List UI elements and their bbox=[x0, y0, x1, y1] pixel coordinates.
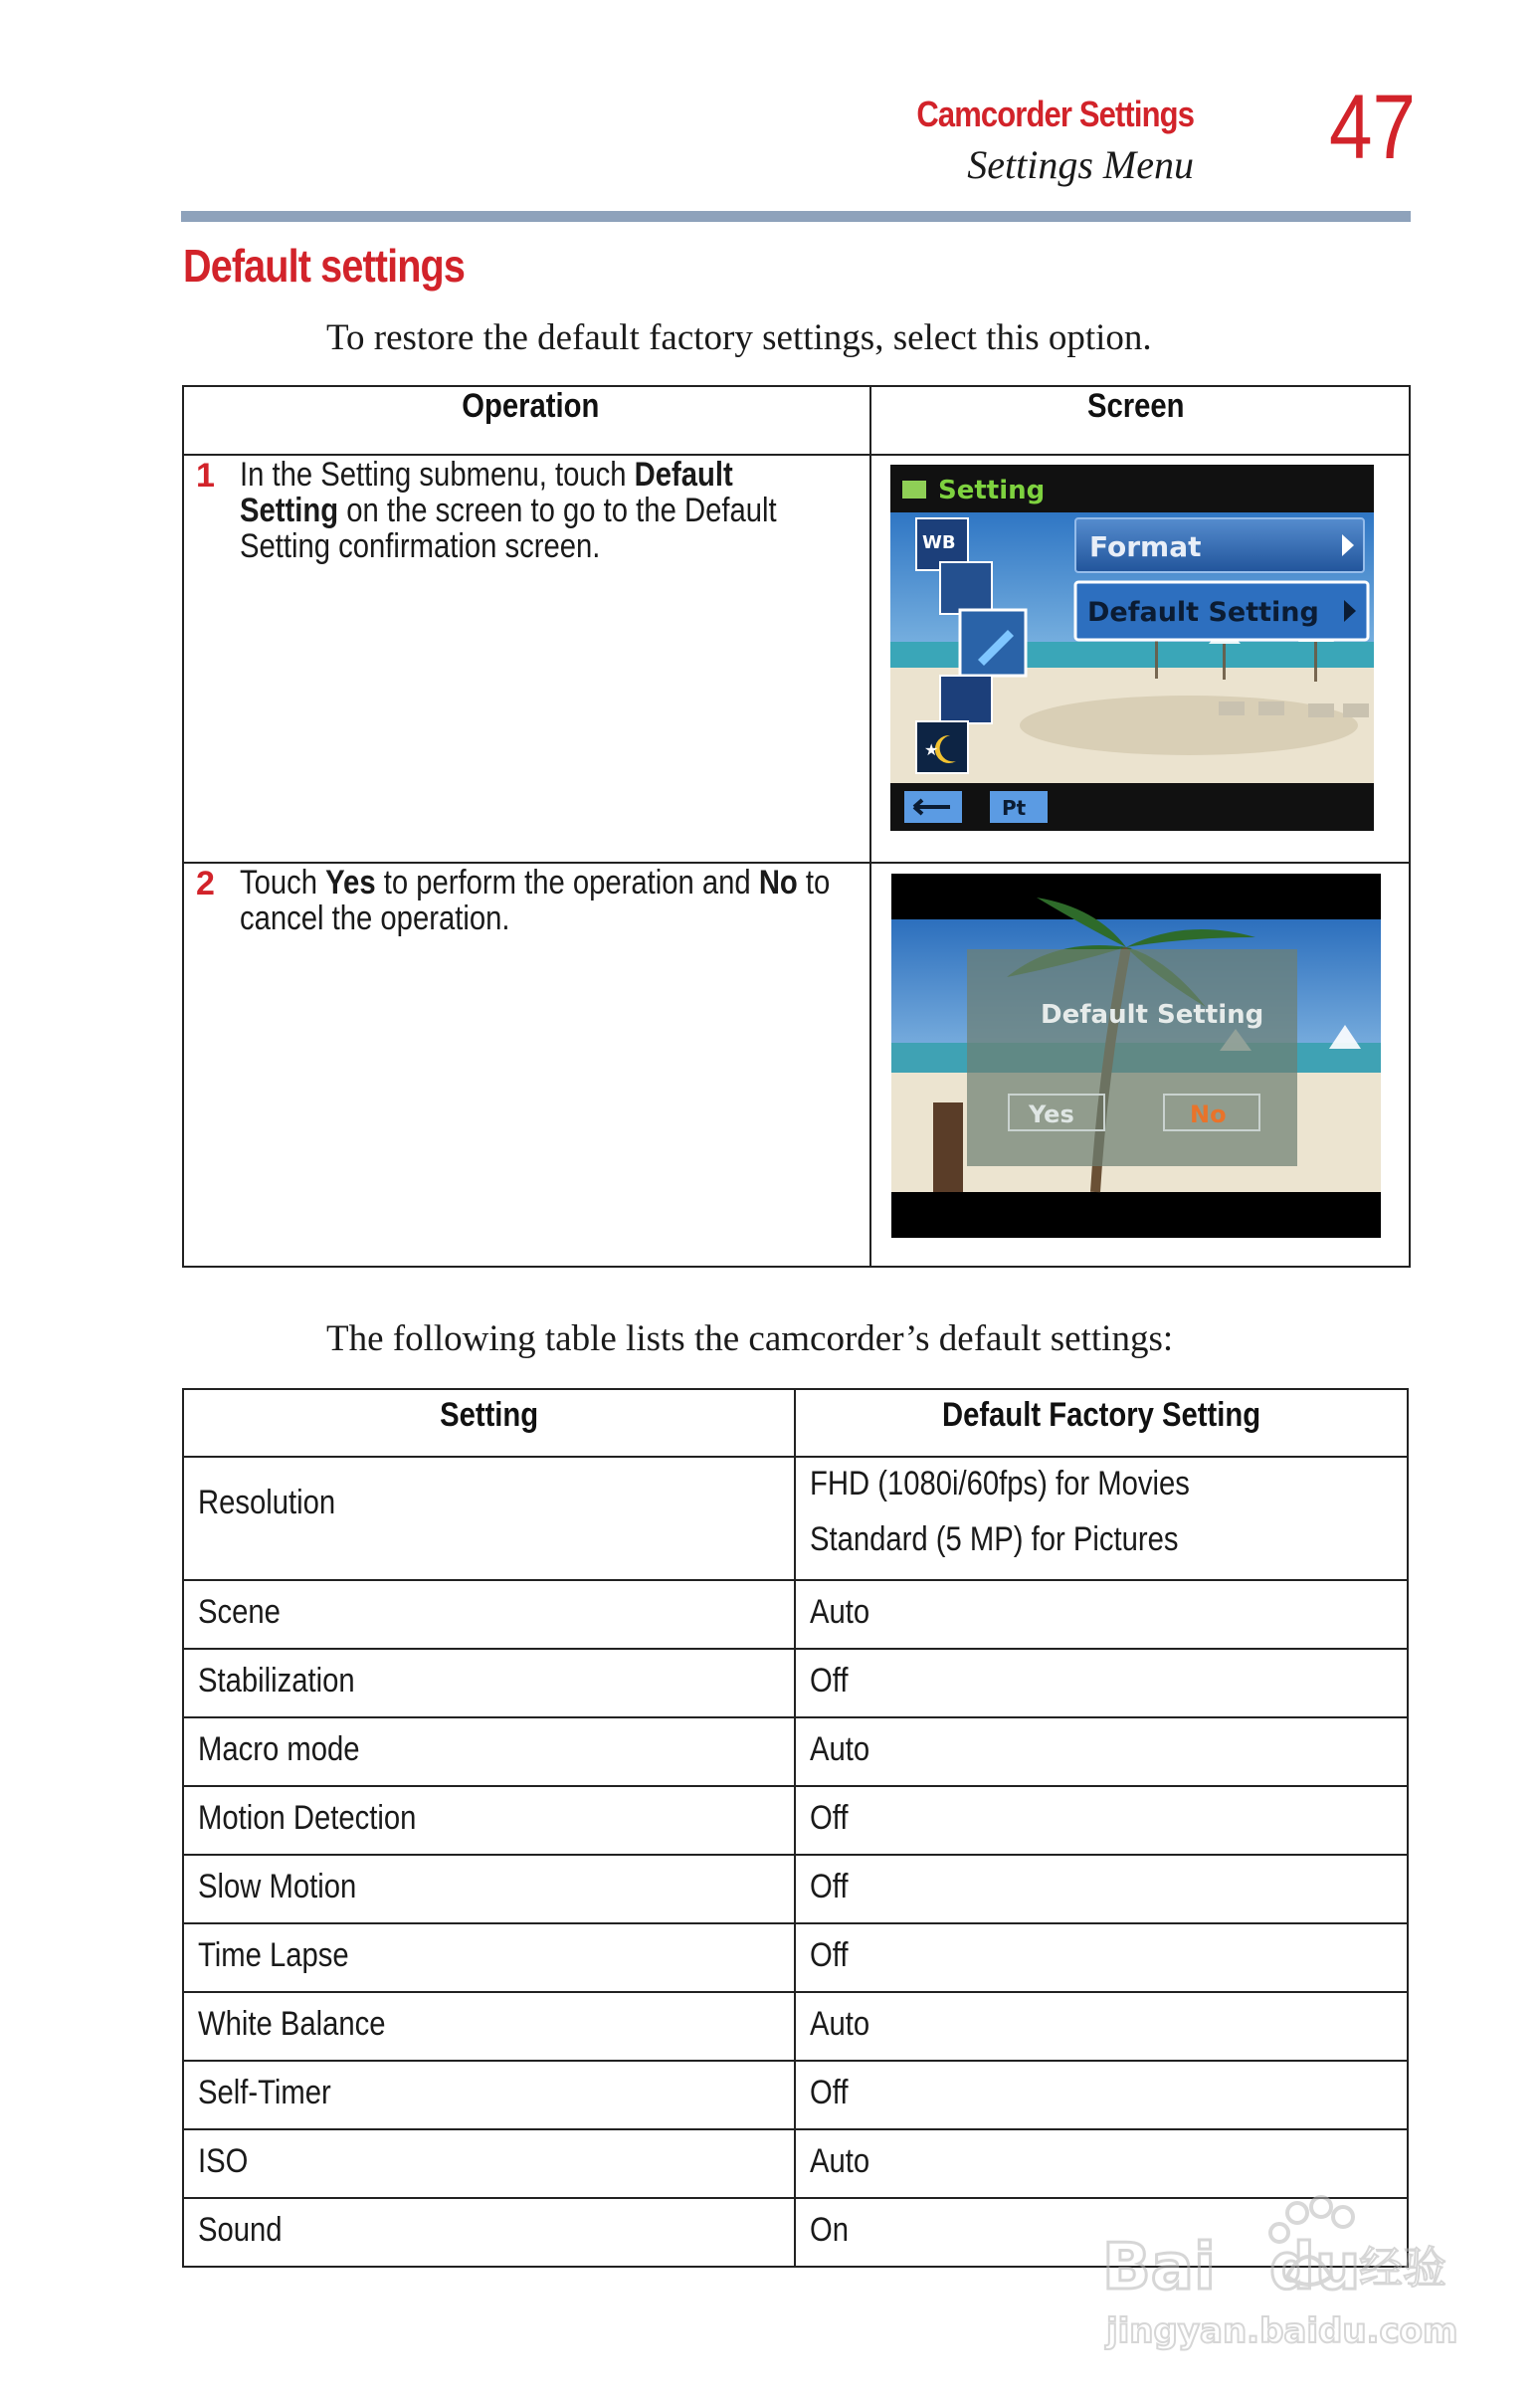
setting-cell bbox=[183, 1457, 795, 1580]
confirmation-graphic bbox=[891, 874, 1381, 1238]
dialog-title: Default Setting bbox=[1041, 1000, 1264, 1030]
setting-value: Auto bbox=[810, 1593, 870, 1631]
header-rule bbox=[181, 211, 1411, 222]
value-cell bbox=[795, 1786, 1408, 1855]
value-cell bbox=[795, 2061, 1408, 2129]
setting-cell bbox=[183, 2129, 795, 2198]
table-row bbox=[183, 1855, 1408, 1923]
baidu-watermark bbox=[1102, 2185, 1460, 2354]
running-header-subsection: Settings Menu bbox=[967, 142, 1194, 187]
setting-value: Off bbox=[810, 1868, 849, 1905]
step-text-part: to cancel the operation. bbox=[240, 864, 831, 937]
setting-name: Sound bbox=[198, 2211, 283, 2249]
table-row bbox=[183, 1457, 1408, 1580]
setting-cell bbox=[183, 1923, 795, 1992]
no-option: No bbox=[1190, 1100, 1227, 1128]
page-number: 47 bbox=[1329, 77, 1416, 178]
table-divider bbox=[869, 387, 871, 1266]
value-cell bbox=[795, 1855, 1408, 1923]
step-text bbox=[240, 865, 839, 936]
default-setting-confirmation-screenshot bbox=[891, 874, 1381, 1238]
setting-name: Resolution bbox=[198, 1484, 336, 1521]
table-row bbox=[183, 1580, 1408, 1649]
setting-name: ISO bbox=[198, 2142, 249, 2180]
step-text-part: to perform the operation and bbox=[375, 864, 759, 901]
running-header-section: Camcorder Settings bbox=[916, 94, 1194, 134]
setting-name: Stabilization bbox=[198, 1662, 355, 1700]
step-text-part: on the screen to go to the Default Setting confirmation screen. bbox=[240, 492, 777, 565]
menu-item-default-setting: Default Setting bbox=[1087, 597, 1319, 628]
step-text-part: Touch bbox=[240, 864, 326, 901]
setting-value: Auto bbox=[810, 1730, 870, 1768]
setting-name: Slow Motion bbox=[198, 1868, 357, 1905]
setting-cell bbox=[183, 1649, 795, 1717]
table-row bbox=[183, 2061, 1408, 2129]
value-cell bbox=[795, 1923, 1408, 1992]
step-text bbox=[240, 457, 839, 564]
column-header-screen: Screen bbox=[1086, 387, 1185, 425]
value-cell bbox=[795, 1649, 1408, 1717]
menu-item-format: Format bbox=[1089, 530, 1202, 563]
setting-name: Scene bbox=[198, 1593, 281, 1631]
setting-value: Auto bbox=[810, 2142, 870, 2180]
setting-value: Off bbox=[810, 1662, 849, 1700]
table-row bbox=[183, 1923, 1408, 1992]
default-settings-table bbox=[182, 1388, 1409, 2268]
section-title: Default settings bbox=[183, 240, 465, 292]
column-header-setting bbox=[183, 1389, 795, 1457]
step-number: 1 bbox=[196, 457, 215, 495]
setting-name: White Balance bbox=[198, 2005, 386, 2043]
step-number: 2 bbox=[196, 865, 215, 902]
watermark-text: 经验 bbox=[1359, 2243, 1446, 2294]
setting-value: Auto bbox=[810, 2005, 870, 2043]
value-cell bbox=[795, 1992, 1408, 2061]
step-text-bold: Yes bbox=[325, 864, 376, 901]
table-row bbox=[183, 1992, 1408, 2061]
setting-cell bbox=[183, 1580, 795, 1649]
baidu-watermark-graphic bbox=[1102, 2185, 1460, 2354]
value-cell bbox=[795, 1580, 1408, 1649]
table-header-row bbox=[183, 1389, 1408, 1457]
table-row bbox=[183, 1649, 1408, 1717]
setting-cell bbox=[183, 2198, 795, 2267]
step-text-part: In the Setting submenu, touch bbox=[240, 456, 635, 494]
svg-text:★: ★ bbox=[924, 740, 939, 759]
watermark-text: Bai bbox=[1102, 2231, 1216, 2304]
watermark-text: du bbox=[1269, 2231, 1361, 2304]
setting-name: Motion Detection bbox=[198, 1799, 417, 1837]
setting-cell bbox=[183, 2061, 795, 2129]
intro-paragraph: To restore the default factory settings, select this option. bbox=[326, 317, 1152, 358]
table-row bbox=[183, 1717, 1408, 1786]
column-header-operation: Operation bbox=[462, 387, 600, 425]
defaults-intro-paragraph: The following table lists the camcorder’s default settings: bbox=[326, 1318, 1174, 1359]
watermark-url: jingyan.baidu.com bbox=[1106, 2311, 1458, 2351]
setting-value: Off bbox=[810, 1799, 849, 1837]
setting-submenu-screenshot bbox=[890, 465, 1374, 831]
setting-name: Self-Timer bbox=[198, 2074, 331, 2111]
step-text-bold: Default Setting bbox=[240, 456, 733, 529]
setting-name: Macro mode bbox=[198, 1730, 360, 1768]
setting-cell bbox=[183, 1717, 795, 1786]
column-header-text: Setting bbox=[439, 1396, 539, 1434]
column-header-default bbox=[795, 1389, 1408, 1457]
screen-header-text: Setting bbox=[938, 476, 1046, 505]
value-cell bbox=[795, 1457, 1408, 1580]
step-text-bold: No bbox=[758, 864, 798, 901]
setting-value: On bbox=[810, 2211, 850, 2249]
column-header-text: Default Factory Setting bbox=[941, 1396, 1261, 1434]
setting-value: Off bbox=[810, 1936, 849, 1974]
wb-icon-label: WB bbox=[922, 532, 956, 553]
setting-value: Standard (5 MP) for Pictures bbox=[810, 1520, 1179, 1558]
setting-cell bbox=[183, 1855, 795, 1923]
table-row bbox=[183, 1786, 1408, 1855]
setting-name: Time Lapse bbox=[198, 1936, 349, 1974]
setting-cell bbox=[183, 1786, 795, 1855]
yes-option: Yes bbox=[1029, 1100, 1074, 1128]
setting-submenu-graphic bbox=[890, 465, 1374, 831]
setting-cell bbox=[183, 1992, 795, 2061]
setting-value: Off bbox=[810, 2074, 849, 2111]
value-cell bbox=[795, 1717, 1408, 1786]
pt-icon-label: Pt bbox=[1002, 796, 1027, 820]
setting-value: FHD (1080i/60fps) for Movies bbox=[810, 1465, 1190, 1502]
